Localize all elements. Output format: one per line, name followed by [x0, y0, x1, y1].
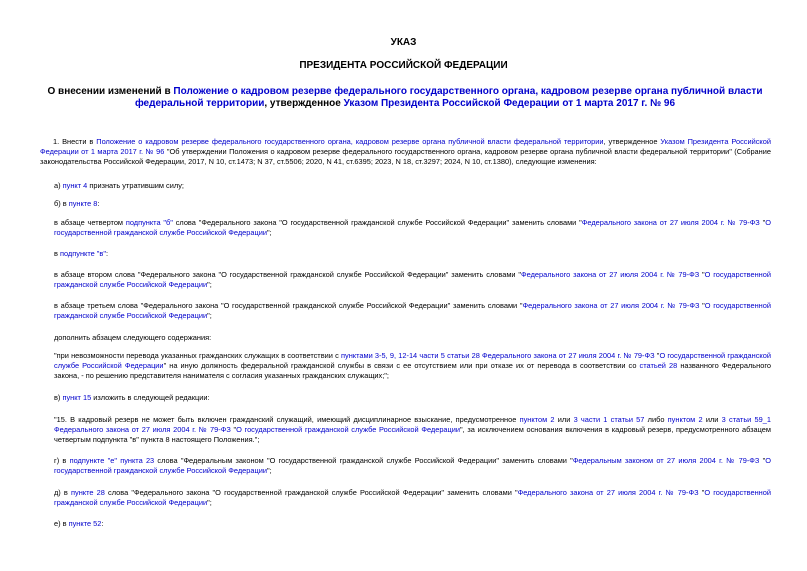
link-point-23[interactable]: подпункте "е" пункта 23: [69, 456, 155, 465]
item-f: [54, 519, 771, 529]
link-article-57[interactable]: 3 части 1 статьи 57: [573, 415, 645, 424]
decree-issuer: ПРЕЗИДЕНТА РОССИЙСКОЙ ФЕДЕРАЦИИ: [299, 60, 508, 71]
link-decree[interactable]: Указом Президента Российской Федерации от 1 марта 2017 г. № 96: [40, 137, 771, 156]
paragraph-text: ": [654, 351, 660, 360]
paragraph-text: либо: [644, 415, 668, 424]
document-title: [40, 86, 770, 110]
paragraph-text: а): [54, 181, 63, 190]
paragraph-text: 1. Внести в: [53, 137, 97, 146]
link-law-title[interactable]: О государственной гражданской службе Российской Федерации: [236, 425, 461, 434]
item-c: [54, 393, 771, 403]
paragraph-text: :: [101, 519, 104, 528]
item-b-para-5: [54, 333, 771, 343]
link-regulation[interactable]: Положение о кадровом резерве федерального государственного органа, кадровом резерве органа публичной власти федеральной территории: [96, 137, 604, 146]
link-item-2[interactable]: пунктом 2: [667, 415, 703, 424]
link-federal-law[interactable]: Федерального закона от 27 июля 2004 г. № 79-ФЗ: [521, 270, 700, 279]
item-b-para-2: [54, 249, 771, 259]
paragraph-text: изложить в следующей редакции:: [91, 393, 210, 402]
title-text: , утвержденное: [264, 98, 344, 109]
paragraph-text: в): [54, 393, 63, 402]
paragraph-text: слова "Федеральным законом "О государственной гражданской службе Российской Федерации" заменить словами ": [154, 456, 573, 465]
paragraph-text: :: [105, 249, 109, 258]
link-item-2[interactable]: пунктом 2: [519, 415, 555, 424]
paragraph-text: е) в: [54, 519, 69, 528]
paragraph-text: в абзаце втором слова "Федерального закона "О государственной гражданской службе Российской Федерации" заменить словами ": [54, 270, 522, 279]
link-subpoint-b[interactable]: подпункта "б": [125, 218, 173, 227]
link-article-28[interactable]: статьей 28: [639, 361, 678, 370]
paragraph-text: "Об утверждении Положения о кадровом резерве федерального государственного органа, кадровом резерве органа публичной власти федеральной территории" (Собрание законодательства Российской Федерации, 2017, N 10, ст.1473; N 37, ст.5506; 2020, N 41, ст.6395; 2023, N 18, ст.3297; 2024, N 10, ст.1380), следующие изменения:: [40, 147, 771, 166]
item-b-quote: [54, 351, 771, 381]
paragraph-text: ": [699, 301, 705, 310]
paragraph-text: г) в: [54, 456, 70, 465]
paragraph-text: д) в: [54, 488, 71, 497]
paragraph-text: ": [230, 425, 237, 434]
paragraph-text: в: [54, 249, 60, 258]
paragraph-text: ", за исключением основания включения в кадровый резерв, предусмотренного абзацем четвертым подпункта "в" пункта 8 настоящего Положения.";: [54, 425, 771, 444]
paragraph-text: признать утратившим силу;: [87, 181, 184, 190]
link-law-title[interactable]: О государственной гражданской службе Российской Федерации: [54, 218, 771, 237]
item-d: [54, 456, 771, 476]
link-federal-law[interactable]: Федерального закона от 27 июля 2004 г. № 79-ФЗ: [517, 488, 699, 497]
paragraph-text: ";: [207, 280, 212, 289]
paragraph-text: ": [699, 270, 705, 279]
paragraph-text: , утвержденное: [603, 137, 661, 146]
link-point-28[interactable]: пункте 28: [71, 488, 105, 497]
paragraph-text: ": [759, 218, 766, 227]
link-federal-law[interactable]: Федеральным законом от 27 июля 2004 г. № 79-ФЗ: [572, 456, 760, 465]
item-b-para-4: [54, 301, 771, 321]
paragraph-text: ";: [207, 311, 212, 320]
paragraph-text: названного Федерального закона, - по решению представителя нанимателя с согласия указанных гражданских служащих;";: [54, 361, 771, 380]
paragraph-text: ";: [207, 498, 212, 507]
item-e: [54, 488, 771, 508]
link-law-title[interactable]: О государственной гражданской службе Российской Федерации: [54, 270, 771, 289]
paragraph-text: " на иную должность федеральной гражданской службы в связи с ее отсутствием или при отказе их от перевода в соответствии со: [163, 361, 640, 370]
title-link-decree[interactable]: Указом Президента Российской Федерации от 1 марта 2017 г. № 96: [343, 98, 676, 109]
paragraph-text: ": [759, 456, 766, 465]
link-subpoint-v[interactable]: подпункте "в": [59, 249, 106, 258]
item-b-para-3: [54, 270, 771, 290]
paragraph-text: слова "Федерального закона "О государственной гражданской службе Российской Федерации" заменить словами ": [104, 488, 518, 497]
title-text: О внесении изменений в: [47, 86, 174, 97]
paragraph-text: :: [97, 199, 100, 208]
link-article-59-1[interactable]: 3 статьи 59_1 Федерального закона от 27 июля 2004 г. № 79-ФЗ: [54, 415, 771, 434]
link-federal-law[interactable]: Федерального закона от 27 июля 2004 г. № 79-ФЗ: [581, 218, 760, 227]
item-a: [54, 181, 771, 191]
link-point-52[interactable]: пункте 52: [68, 519, 102, 528]
paragraph-text: или: [554, 415, 574, 424]
paragraph-1: [40, 137, 771, 167]
link-point-8[interactable]: пункте 8: [68, 199, 98, 208]
paragraph-text: "при невозможности перевода указанных гражданских служащих в соответствии с: [54, 351, 341, 360]
paragraph-text: в абзаце четвертом: [54, 218, 126, 227]
paragraph-text: слова "Федерального закона "О государственной гражданской службе Российской Федерации" заменить словами ": [172, 218, 582, 227]
paragraph-text: ";: [266, 228, 272, 237]
paragraph-text: б) в: [54, 199, 69, 208]
item-c-quote: [54, 415, 771, 445]
paragraph-text: ";: [266, 466, 272, 475]
link-law-title[interactable]: О государственной гражданской службе Российской Федерации: [54, 488, 771, 507]
link-point-15[interactable]: пункт 15: [62, 393, 92, 402]
paragraph-text: в абзаце третьем слова "Федерального закона "О государственной гражданской службе Российской Федерации" заменить словами ": [54, 301, 523, 310]
item-b-para-1: [54, 218, 771, 238]
link-law-articles[interactable]: пунктами 3-5, 9, 12-14 части 5 статьи 28 Федерального закона от 27 июля 2004 г. № 79-ФЗ: [341, 351, 655, 360]
paragraph-text: дополнить абзацем следующего содержания:: [54, 333, 212, 342]
link-federal-law[interactable]: Федерального закона от 27 июля 2004 г. № 79-ФЗ: [522, 301, 700, 310]
link-law-title[interactable]: О государственной гражданской службе Российской Федерации: [54, 351, 771, 370]
link-law-title[interactable]: О государственной гражданской службе Российской Федерации: [54, 301, 771, 320]
title-link-regulation[interactable]: Положение о кадровом резерве федерального государственного органа, кадровом резерве органа публичной власти федеральной территории: [134, 86, 763, 109]
paragraph-text: ": [698, 488, 705, 497]
link-point-4[interactable]: пункт 4: [62, 181, 88, 190]
paragraph-text: "15. В кадровый резерв не может быть включен гражданский служащий, имеющий дисциплинарное взыскание, предусмотренное: [54, 415, 520, 424]
decree-title: УКАЗ: [390, 37, 417, 48]
link-law-title[interactable]: О государственной гражданской службе Российской Федерации: [54, 456, 771, 475]
paragraph-text: или: [702, 415, 722, 424]
item-b: [54, 199, 771, 209]
